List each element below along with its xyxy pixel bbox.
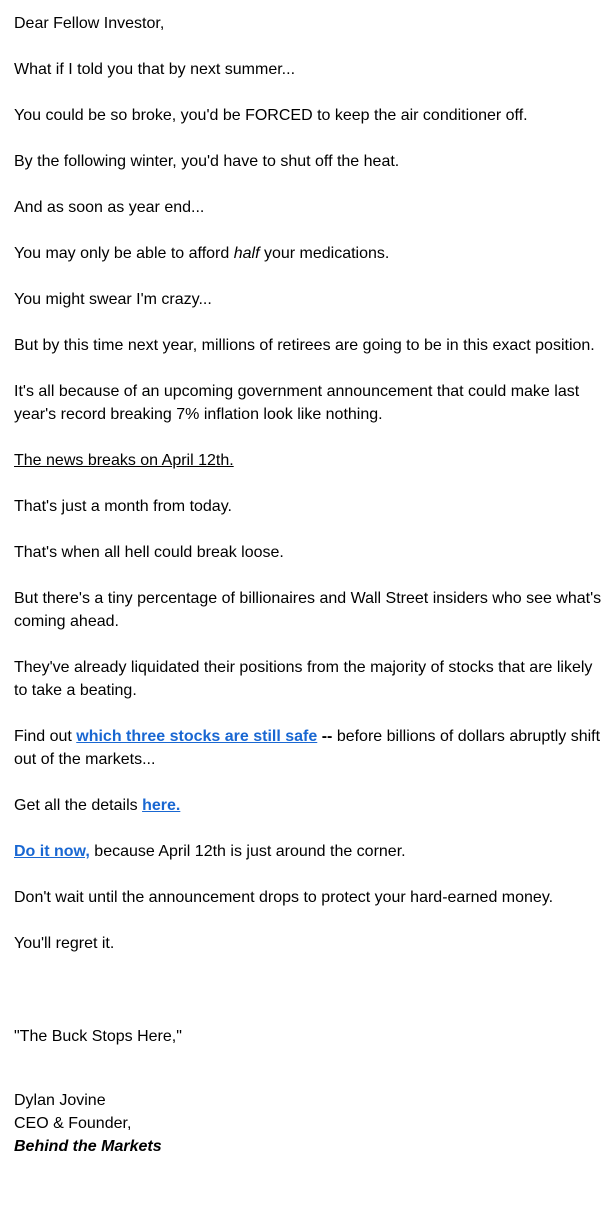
paragraph: You might swear I'm crazy... (14, 291, 212, 308)
paragraph: By the following winter, you'd have to shut off the heat. (14, 153, 400, 170)
paragraph: That's just a month from today. (14, 498, 232, 515)
paragraph: What if I told you that by next summer... (14, 61, 296, 78)
link-which-three-stocks[interactable]: which three stocks are still safe (76, 728, 318, 745)
paragraph-text: because April 12th is just around the corner. (89, 843, 406, 860)
paragraph-text: Find out (14, 728, 77, 745)
emphasized-word: half (233, 245, 260, 262)
paragraph: You'll regret it. (14, 935, 115, 952)
paragraph-sign-off-quote: "The Buck Stops Here," (14, 1028, 182, 1045)
paragraph: Don't wait until the announcement drops to protect your hard-earned money. (14, 889, 554, 906)
signature-block (14, 1089, 602, 1158)
paragraph: But by this time next year, millions of retirees are going to be in this exact position. (14, 337, 595, 354)
paragraph (14, 725, 602, 771)
paragraph-greeting: Dear Fellow Investor, (14, 15, 165, 32)
paragraph: And as soon as year end... (14, 199, 205, 216)
paragraph-text: your medications. (259, 245, 390, 262)
paragraph (14, 242, 602, 265)
paragraph (14, 794, 602, 817)
signature-name: Dylan Jovine (14, 1092, 106, 1109)
paragraph-text: Get all the details (14, 797, 143, 814)
paragraph-underlined-headline (14, 449, 602, 472)
paragraph: That's when all hell could break loose. (14, 544, 284, 561)
paragraph: But there's a tiny percentage of billionaires and Wall Street insiders who see what's coming ahead. (14, 590, 602, 630)
paragraph-text: You may only be able to afford (14, 245, 234, 262)
link-do-it-now[interactable]: Do it now, (14, 843, 90, 860)
paragraph-text: before billions of dollars abruptly shift out of the markets... (14, 728, 601, 768)
paragraph (14, 840, 602, 863)
link-here[interactable]: here. (142, 797, 181, 814)
paragraph: They've already liquidated their positions from the majority of stocks that are likely to take a beating. (14, 659, 593, 699)
underlined-text: The news breaks on April 12th. (14, 452, 234, 469)
signature-company: Behind the Markets (14, 1138, 162, 1155)
paragraph: You could be so broke, you'd be FORCED to keep the air conditioner off. (14, 107, 528, 124)
paragraph: It's all because of an upcoming government announcement that could make last year's record breaking 7% inflation look like nothing. (14, 383, 580, 423)
signature-title: CEO & Founder, (14, 1115, 132, 1132)
bold-dash: -- (317, 728, 337, 745)
